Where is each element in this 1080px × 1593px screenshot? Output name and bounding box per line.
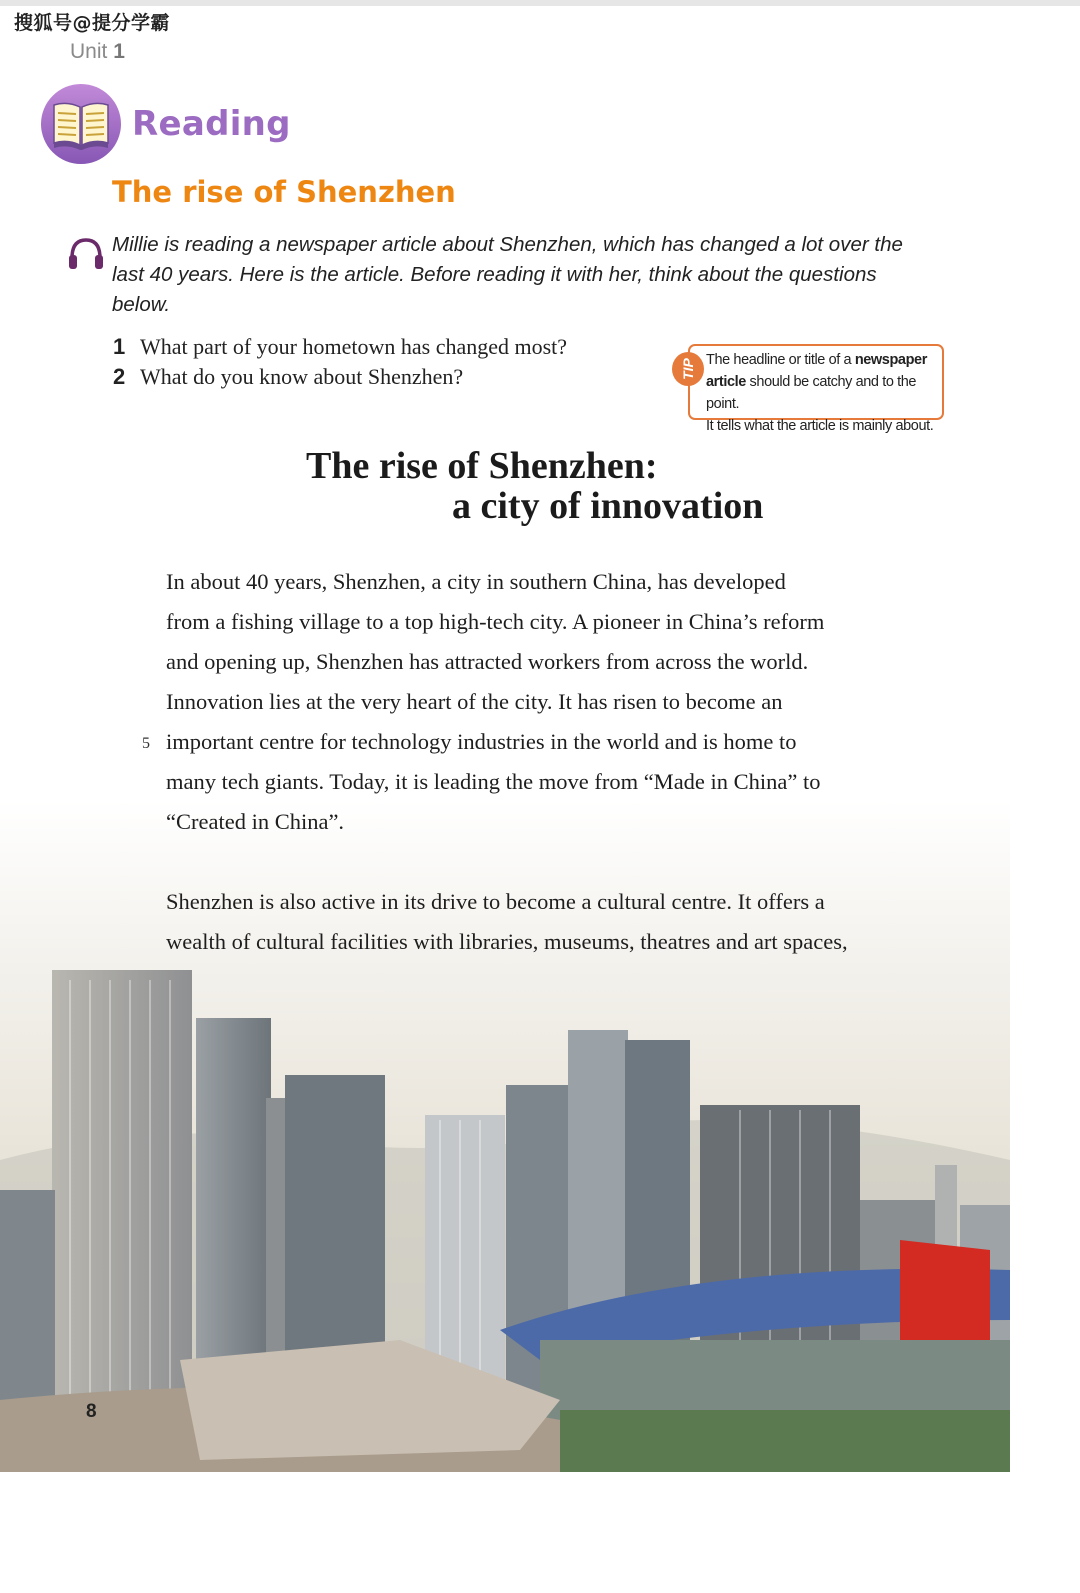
watermark: 搜狐号@提分学霸 bbox=[14, 12, 171, 34]
unit-number: 1 bbox=[113, 40, 125, 63]
lesson-title: The rise of Shenzhen bbox=[112, 175, 456, 209]
article-title-line-1: The rise of Shenzhen: bbox=[306, 445, 658, 487]
paragraph-line: In about 40 years, Shenzhen, a city in southern China, has developed bbox=[166, 569, 786, 594]
tip-badge-label: TIP bbox=[680, 358, 696, 380]
section-title: Reading bbox=[132, 104, 291, 144]
paragraph-line: wealth of cultural facilities with libraries, museums, theatres and art spaces, bbox=[166, 929, 848, 954]
paragraph-line: “Created in China”. bbox=[166, 809, 345, 834]
top-strip bbox=[0, 0, 1080, 6]
article-paragraph-1 bbox=[166, 562, 946, 842]
tip-text-3: It tells what the article is mainly about. bbox=[706, 418, 934, 434]
tip-badge bbox=[672, 352, 704, 386]
headphones-icon[interactable] bbox=[66, 234, 106, 274]
tip-bold-1: newspaper bbox=[854, 352, 927, 368]
unit-label-text: Unit bbox=[70, 40, 108, 63]
question-number: 2 bbox=[113, 364, 126, 389]
unit-label bbox=[70, 40, 125, 64]
question-number: 1 bbox=[113, 334, 126, 359]
paragraph-line: important centre for technology industries in the world and is home to bbox=[166, 729, 797, 754]
article-paragraph-2 bbox=[166, 882, 946, 962]
question-text: What do you know about Shenzhen? bbox=[140, 364, 464, 389]
tip-text-1: The headline or title of a bbox=[706, 352, 855, 368]
tip-bold-2: article bbox=[706, 374, 746, 390]
paragraph-line: Innovation lies at the very heart of the city. It has risen to become an bbox=[166, 689, 783, 714]
line-number: 5 bbox=[142, 735, 150, 752]
paragraph-line: and opening up, Shenzhen has attracted workers from across the world. bbox=[166, 649, 809, 674]
question-2 bbox=[113, 364, 463, 390]
tip-box bbox=[688, 344, 944, 434]
open-book-icon bbox=[40, 83, 122, 165]
question-text: What part of your hometown has changed most? bbox=[140, 334, 568, 359]
page-number: 8 bbox=[86, 1401, 97, 1422]
article-title-line-2: a city of innovation bbox=[452, 485, 764, 527]
paragraph-line: Shenzhen is also active in its drive to become a cultural centre. It offers a bbox=[166, 889, 825, 914]
intro-text: Millie is reading a newspaper article about Shenzhen, which has changed a lot over the last 40 years. Here is the article. Before reading it with her, think about the questions below. bbox=[112, 233, 903, 316]
question-1 bbox=[113, 334, 567, 360]
paragraph-line: from a fishing village to a top high-tech city. A pioneer in China’s reform bbox=[166, 609, 825, 634]
tip-text-2: should be catchy and to the point. bbox=[706, 374, 917, 412]
paragraph-line: many tech giants. Today, it is leading the move from “Made in China” to bbox=[166, 769, 821, 794]
